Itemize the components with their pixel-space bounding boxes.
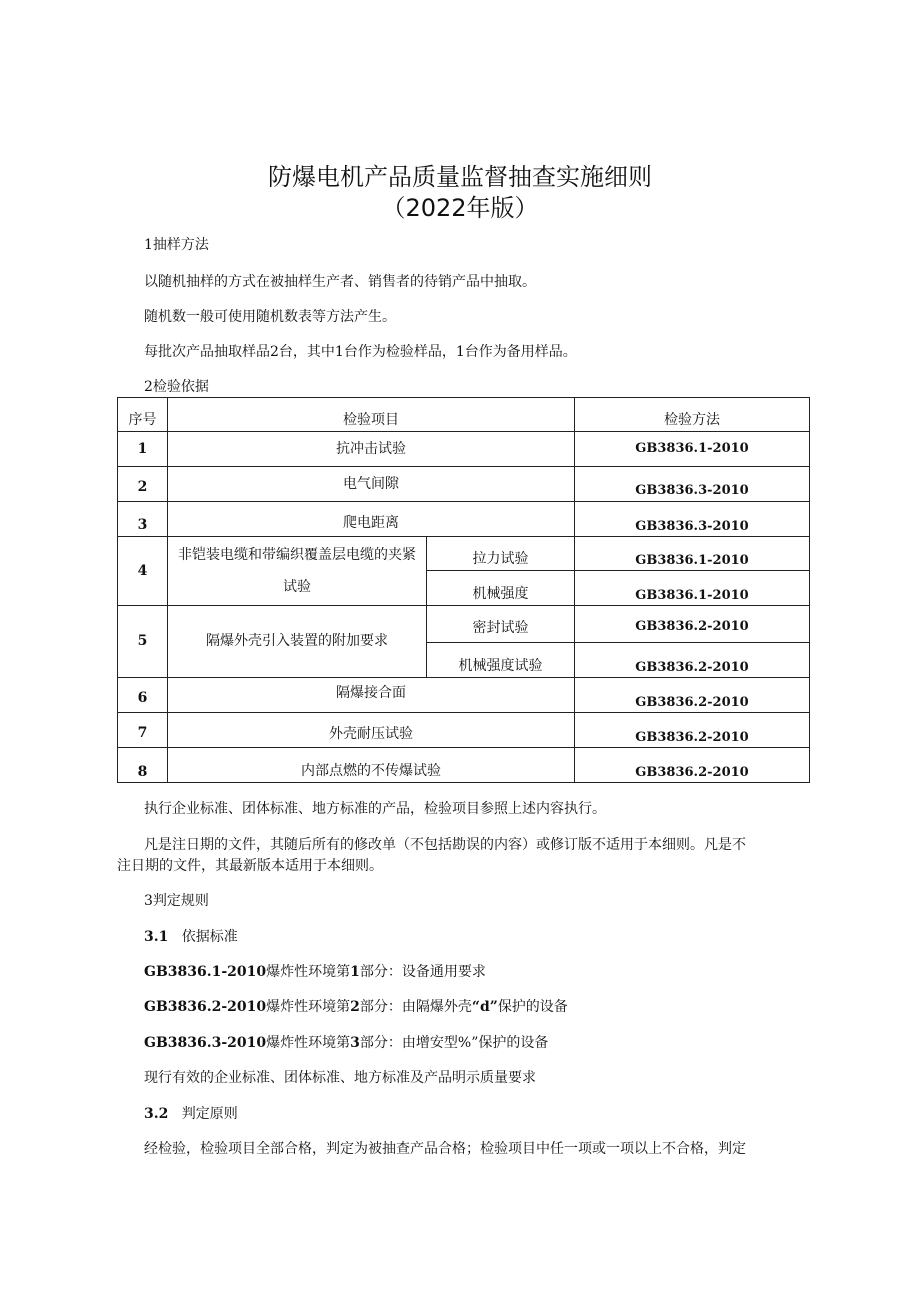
row-no: 4: [118, 537, 168, 606]
table-row: [118, 432, 810, 467]
table-row: [118, 502, 810, 537]
row-item: 隔爆外壳引入装置的附加要求: [168, 606, 427, 678]
row-method: GB3836.2-2010: [575, 606, 810, 643]
document-title: 防爆电机产品质量监督抽查实施细则: [268, 163, 652, 191]
row-subitem: 机械强度: [427, 571, 575, 606]
row-item: 隔爆接合面: [168, 678, 575, 713]
header-method: 检验方法: [575, 398, 810, 432]
row-subitem: 拉力试验: [427, 537, 575, 571]
header-no: 序号: [118, 398, 168, 432]
subsection-number: 3.1: [144, 929, 169, 945]
table-row: [118, 537, 810, 571]
document-subtitle-edition: （2022年版）: [381, 194, 539, 222]
row-no: 7: [118, 713, 168, 748]
subsection-title: 依据标准: [181, 929, 238, 945]
row-item: 外壳耐压试验: [168, 713, 575, 748]
paragraph: 每批次产品抽取样品2台，其中1台作为检验样品，1台作为备用样品。: [144, 344, 577, 360]
header-item: 检验项目: [168, 398, 575, 432]
paragraph: 现行有效的企业标准、团体标准、地方标准及产品明示质量要求: [144, 1070, 536, 1086]
section-heading-inspection-basis: 2检验依据: [144, 379, 209, 395]
row-method: GB3836.3-2010: [575, 467, 810, 502]
paragraph: 执行企业标准、团体标准、地方标准的产品，检验项目参照上述内容执行。: [144, 801, 606, 817]
row-no: 3: [118, 502, 168, 537]
standard-line: GB3836.3-2010爆炸性环境第3部分：由增安型%”保护的设备: [144, 1035, 549, 1051]
table-row: [118, 467, 810, 502]
row-item: 爬电距离: [168, 502, 575, 537]
row-method: GB3836.2-2010: [575, 643, 810, 678]
row-method: GB3836.1-2010: [575, 537, 810, 571]
standard-code: GB3836.2-2010: [144, 999, 267, 1015]
paragraph: 注日期的文件，其最新版本适用于本细则。: [117, 858, 383, 874]
subsection-number: 3.2: [144, 1106, 169, 1122]
table-row: [118, 606, 810, 643]
row-item: 抗冲击试验: [168, 432, 575, 467]
row-method: GB3836.1-2010: [575, 571, 810, 606]
standard-code: GB3836.1-2010: [144, 964, 267, 980]
subsection-heading-principle: [144, 1105, 238, 1123]
paragraph: 随机数一般可使用随机数表等方法产生。: [144, 309, 396, 325]
row-method: GB3836.3-2010: [575, 502, 810, 537]
row-no: 8: [118, 748, 168, 783]
subsection-heading-standards: [144, 928, 238, 946]
section-heading-judgment-rules: 3判定规则: [144, 893, 209, 909]
row-no: 6: [118, 678, 168, 713]
table-header-row: [118, 398, 810, 432]
row-subitem: 密封试验: [427, 606, 575, 643]
subsection-title: 判定原则: [181, 1106, 238, 1122]
row-item: 非铠装电缆和带编织覆盖层电缆的夹紧试验: [168, 537, 427, 606]
row-method: GB3836.1-2010: [575, 432, 810, 467]
table-row: [118, 748, 810, 783]
paragraph: 凡是注日期的文件，其随后所有的修改单（不包括勘误的内容）或修订版不适用于本细则。凡是不: [144, 837, 746, 853]
standard-line: GB3836.2-2010爆炸性环境第2部分：由隔爆外壳“d”保护的设备: [144, 999, 568, 1015]
table-row: [118, 713, 810, 748]
row-method: GB3836.2-2010: [575, 713, 810, 748]
row-no: 5: [118, 606, 168, 678]
paragraph: 经检验，检验项目全部合格，判定为被抽查产品合格；检验项目中任一项或一项以上不合格，判定: [144, 1141, 746, 1157]
row-subitem: 机械强度试验: [427, 643, 575, 678]
table-row: [118, 678, 810, 713]
row-no: 2: [118, 467, 168, 502]
paragraph: 以随机抽样的方式在被抽样生产者、销售者的待销产品中抽取。: [144, 274, 536, 290]
row-item: 内部点燃的不传爆试验: [168, 748, 575, 783]
standard-line: GB3836.1-2010爆炸性环境第1部分：设备通用要求: [144, 964, 486, 980]
section-heading-sampling: 1抽样方法: [144, 237, 209, 253]
row-item: 电气间隙: [168, 467, 575, 502]
inspection-table: [117, 397, 810, 783]
row-method: GB3836.2-2010: [575, 678, 810, 713]
row-no: 1: [118, 432, 168, 467]
standard-code: GB3836.3-2010: [144, 1035, 267, 1051]
row-method: GB3836.2-2010: [575, 748, 810, 783]
